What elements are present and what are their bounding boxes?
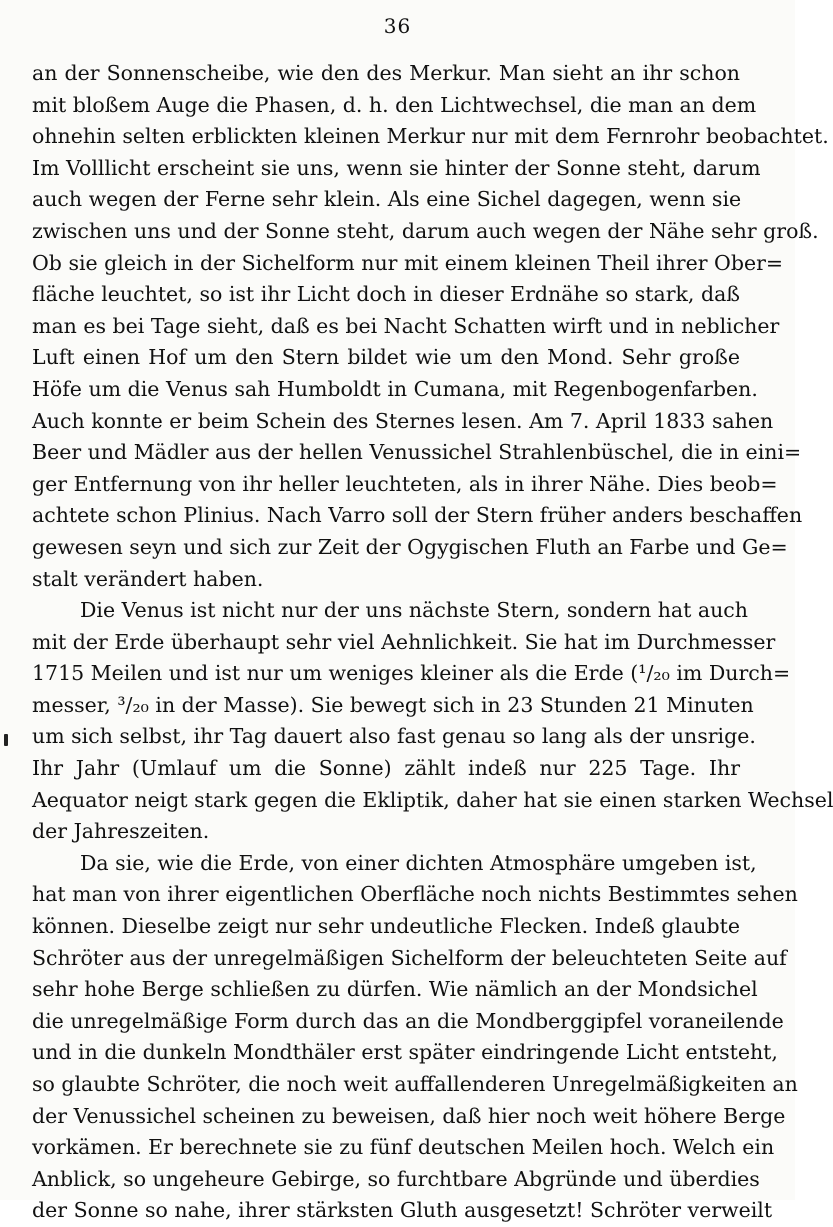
page-number: 36	[383, 14, 412, 38]
text-line: Ob sie gleich in der Sichelform nur mit einem kleinen Theil ihrer Ober=	[32, 250, 784, 275]
text-line: die unregelmäßige Form durch das an die Mondberggipfel voraneilende	[32, 1008, 784, 1033]
text-line: Die Venus ist nicht nur der uns nächste Stern, sondern hat auch	[80, 598, 748, 623]
text-line: Beer und Mädler aus der hellen Venussichel Strahlenbüschel, die in eini=	[32, 440, 802, 465]
text-line: Aequator neigt stark gegen die Ekliptik, daher hat sie einen starken Wechsel	[32, 787, 833, 812]
text-line: messer, ³/₂₀ in der Masse). Sie bewegt sich in 23 Stunden 21 Minuten	[32, 692, 754, 717]
text-line: Höfe um die Venus sah Humboldt in Cumana, mit Regenbogenfarben.	[32, 376, 758, 401]
text-line: können. Dieselbe zeigt nur sehr undeutliche Flecken. Indeß glaubte	[32, 914, 740, 939]
text-line: stalt verändert haben.	[32, 566, 264, 591]
body-text	[32, 58, 833, 1227]
text-line: fläche leuchtet, so ist ihr Licht doch in dieser Erdnähe so stark, daß	[32, 282, 740, 307]
text-line: der Jahreszeiten.	[32, 819, 210, 844]
text-line: der Venussichel scheinen zu beweisen, daß hier noch weit höhere Berge	[32, 1103, 786, 1128]
text-line: der Sonne so nahe, ihrer stärksten Gluth ausgesetzt! Schröter verweilt	[32, 1198, 773, 1223]
text-line: Auch konnte er beim Schein des Sternes lesen. Am 7. April 1833 sahen	[32, 408, 774, 433]
text-line: sehr hohe Berge schließen zu dürfen. Wie nämlich an der Mondsichel	[32, 977, 758, 1002]
text-line: Luft einen Hof um den Stern bildet wie um den Mond. Sehr große	[32, 345, 740, 370]
text-line: so glaubte Schröter, die noch weit auffallenderen Unregelmäßigkeiten an	[32, 1072, 798, 1096]
text-line: um sich selbst, ihr Tag dauert also fast genau so lang als der unsrige.	[32, 724, 756, 749]
text-line: mit bloßem Auge die Phasen, d. h. den Lichtwechsel, die man an dem	[32, 92, 757, 117]
text-line: hat man von ihrer eigentlichen Oberfläche noch nichts Bestimmtes sehen	[32, 882, 798, 907]
text-line: 1715 Meilen und ist nur um weniges kleiner als die Erde (¹/₂₀ im Durch=	[32, 661, 791, 686]
text-line: Da sie, wie die Erde, von einer dichten Atmosphäre umgeben ist,	[80, 850, 757, 875]
margin-ink-mark	[4, 734, 8, 746]
text-line: mit der Erde überhaupt sehr viel Aehnlichkeit. Sie hat im Durchmesser	[32, 629, 776, 654]
text-line: man es bei Tage sieht, daß es bei Nacht Schatten wirft und in neblicher	[32, 313, 780, 338]
text-line: Ihr Jahr (Umlauf um die Sonne) zählt indeß nur 225 Tage. Ihr	[32, 756, 740, 781]
paragraph	[32, 58, 829, 595]
text-line: zwischen uns und der Sonne steht, darum auch wegen der Nähe sehr groß.	[32, 218, 819, 243]
text-line: Im Volllicht erscheint sie uns, wenn sie hinter der Sonne steht, darum	[32, 155, 761, 180]
text-line: ger Entfernung von ihr heller leuchteten, als in ihrer Nähe. Dies beob=	[32, 471, 778, 496]
text-line: achtete schon Plinius. Nach Varro soll der Stern früher anders beschaffen	[32, 503, 803, 528]
text-line: gewesen seyn und sich zur Zeit der Ogygischen Fluth an Farbe und Ge=	[32, 534, 788, 559]
text-line: ohnehin selten erblickten kleinen Merkur nur mit dem Fernrohr beobachtet.	[32, 124, 829, 149]
paragraph	[32, 848, 798, 1227]
text-line: an der Sonnenscheibe, wie den des Merkur. Man sieht an ihr schon	[32, 61, 740, 85]
paragraph	[32, 595, 833, 848]
text-line: und in die dunkeln Mondthäler erst später eindringende Licht entsteht,	[32, 1040, 778, 1065]
text-line: Anblick, so ungeheure Gebirge, so furchtbare Abgründe und überdies	[32, 1166, 760, 1191]
text-line: auch wegen der Ferne sehr klein. Als eine Sichel dagegen, wenn sie	[32, 187, 742, 212]
text-line: vorkämen. Er berechnete sie zu fünf deutschen Meilen hoch. Welch ein	[32, 1135, 775, 1160]
text-line: Schröter aus der unregelmäßigen Sichelform der beleuchteten Seite auf	[32, 945, 787, 970]
